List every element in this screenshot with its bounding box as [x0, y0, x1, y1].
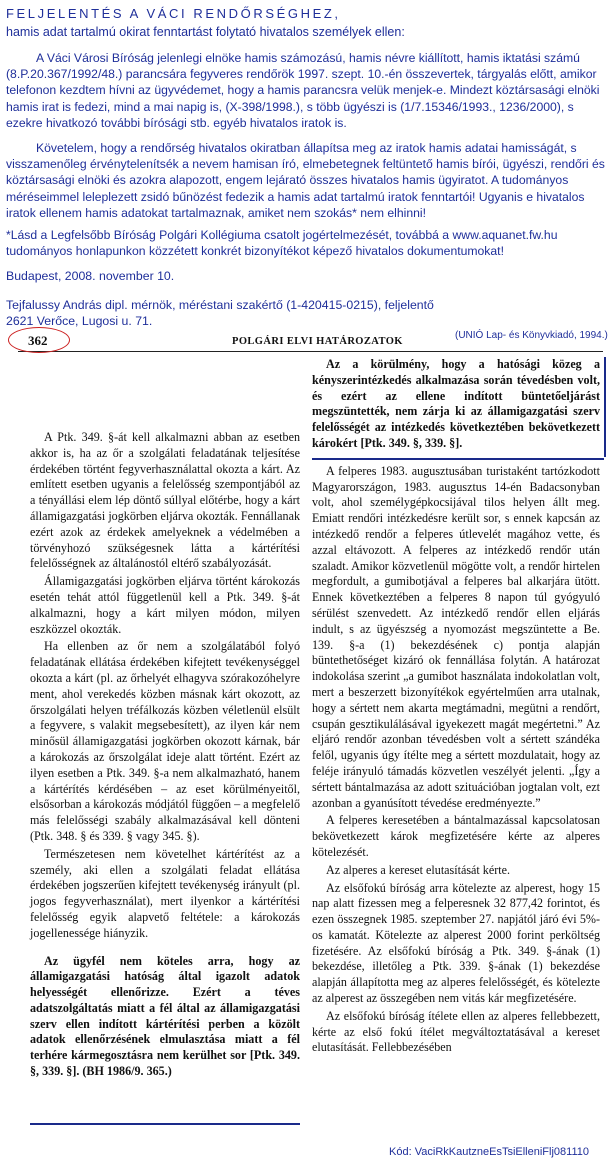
- left-paragraph-5: Az ügyfél nem köteles arra, hogy az államigazgatási hatóság által igazolt adatok helyességét ellenőrizze. Ezért a téves adatszolgáltatás miatt a fél által az államigazgatási szerv ellen indított kártérítési perben a közölt adatok ellenőrzésének elmulasztása miatt a fél terhére kármegosztásra nem kerülhet sor [Ptk. 349. §, 339. §]. (BH 1986/9. 365.): [30, 953, 300, 1079]
- right-column: [312, 357, 600, 1058]
- right-paragraph-2: A felperes 1983. augusztusában turistaként tartózkodott Magyarországon, 1983. augusztus 14-én Badacsonyban volt, ahol személygépkocsijával tilos helyen állt meg. Emiatt rendőri intézkedésre került sor, s ennek kapcsán az intézkedő rendőr a felperes útlevelét magához vette, és azzal eltávozott. A felperes az intézkedő rendőr után szaladt. Amikor közvetlenül mögötte volt, a rendőr hirtelen megfordult, a gumibotjával a felperes bal alkarjára ütött. Ennek következtében a felperes 8 napon túl gyógyuló sérülést szenvedett. Az intézkedő rendőr ellen eljárás indult, s az ügyészség a nyomozást megszüntette a Be. 139. §-a (1) bekezdésének c) pontja alapján büntethetőséget kizáró ok fennállása folytán. A határozat indokolása szerint „a gumibot használata indokolatlan volt, mert a beszerzett bizonyítékok egyértelműen arra utalnak, hogy a sértett nem akarta megtámadni, megütni a rendőrt, csupán gesztikulálásával igyekezett magát megértetni.” Az eljáró rendőr azonban tévedésben volt a sértett szándéka felől, ugyanis úgy ítélte meg a sértett mozdulatait, hogy az feléje irányuló támadás közvetlen veszélyét jelenti. „Így a sértett bántalmazása az adott szituációban jogtalan volt, ezt azonban a gyanúsított tévedése eredményezte.”: [312, 463, 600, 810]
- left-paragraph-2: Államigazgatási jogkörben eljárva történt károkozás esetén tehát attól függetlenül kell a Ptk. 349. §-át alkalmazni, hogy a kárt milyen módon, milyen eszközzel okozták.: [30, 574, 300, 636]
- page-number: 362: [28, 333, 48, 348]
- left-paragraph-4: Természetesen nem követelhet kártérítést az a személy, aki ellen a szolgálati feladat ellátása érdekében jogszerűen kifejtett tevékenység irányult (pl. jogos fegyverhasználat), mert ilyenkor a kártérítési felelősség egyik alapvető feltétele: a károkozás jogellenessége hiányzik.: [30, 846, 300, 940]
- underline-mark-left: [30, 1123, 300, 1125]
- complaint-date: Budapest, 2008. november 10.: [6, 269, 175, 283]
- right-paragraph-6: Az elsőfokú bíróság ítélete ellen az alperes fellebbezett, kérte az első fokú ítélet megváltoztatásával a kereset elutasítását. Fellebbezésében: [312, 1008, 600, 1055]
- complaint-paragraph-2: Követelem, hogy a rendőrség hivatalos okiratban állapítsa meg az iratok hamis adatai hamisságát, s visszamenőleg érvénytelenítsék a nevem hamisan író, elmebetegnek feltüntető hamis bírói, ügyészi, rendőri és köztársasági elnöki és azokra alapozott, engem lejárató összes hivatalos hamis ügyiratot. A tudományos méréseimmel leleplezett zsidó bűnözést fedezik a hamis adat tartalmú iratok fenntartói! Ugyanis e hivatalos iratok ellenem hamis adatokat tartalmaznak, amiket nem szokás* nem elhinni!: [6, 141, 605, 220]
- underline-mark-right: [312, 458, 604, 460]
- complaint-title: FELJELENTÉS A VÁCI RENDŐRSÉGHEZ,: [6, 6, 341, 21]
- left-paragraph-1: A Ptk. 349. §-át kell alkalmazni abban az esetben akkor is, ha az őr a szolgálati feladatának teljesítése érdekében történt fegyverhasználattal okozta a kárt. Az említett esetben ugyanis a felelősség szempontjából az a tényállási elem lép döntő súllyal előtérbe, hogy a kárt államigazgatási jogkörben eljárva okozták. Fennállanak ezért azok az érdekek amelyeknek a védelmében a törvényhozó szükségesnek látta a kártérítési felelősségnek az általánostól eltérő szabályozását.: [30, 430, 300, 571]
- complaint-header: [0, 0, 613, 335]
- left-column: [30, 430, 300, 1082]
- left-paragraph-3: Ha ellenben az őr nem a szolgálatából folyó feladatának ellátása érdekében kifejtett tevékenységgel okozta a kárt (pl. az őrhelyét elhagyva szórakozóhelyre ment, ahol verekedés közben másnak kárt okozott, az őrszolgálati helyen tréfálkozás közben véletlenül elsült a fegyvere, s valakit megsebesített), az ilyen kár nem minősül államigazgatási jogkörben okozott kárnak, bár a károkozás az őrszolgálat ideje alatt történt. Ezért az ilyen esetben a Ptk. 349. §-a nem alkalmazható, hanem a kártérítés kérdésében – az eset körülményeitől, elsősorban a károkozás módjától függően – a megfelelő más felelősségi szabály alkalmazásával kell dönteni (Ptk. 348. § és 339. § vagy 345. §).: [30, 639, 300, 843]
- margin-mark-right: [604, 357, 606, 457]
- document-code: Kód: VaciRkKautzneEsTsiElleniFlj081110: [389, 1146, 589, 1158]
- publisher-credit: (UNIÓ Lap- és Könyvkiadó, 1994.): [455, 330, 608, 341]
- complaint-paragraph-1: A Váci Városi Bíróság jelenlegi elnöke hamis számozású, hamis névre kiállított, hamis iktatási számú (8.P.20.367/1992/48.) parancsára fegyveres rendőrök 1997. szept. 10.-én összevertek, tárgyalás előtt, amikor telefonon kezdtem hívni az ügyvédemet, hogy a hamis parancsra velük menjek-e. Mindezt köztársasági elnöki hamis irat is fedezi, mind a mai napig is, (X-398/1998.), s több ügyészi is (1/7.15346/1993., 1236/2000), s ezekre hivatkozó további bírósági stb. egyéb hivatalos iratok is.: [6, 51, 600, 130]
- right-paragraph-3: A felperes keresetében a bántalmazással kapcsolatosan bekövetkezett károk megfizetésére kérte az alperes kötelezését.: [312, 813, 600, 859]
- complaint-subtitle: hamis adat tartalmú okirat fenntartást folytató hivatalos személyek ellen:: [6, 25, 405, 39]
- right-paragraph-1: Az a körülmény, hogy a hatósági közeg a kényszerintézkedés alkalmazása során tévedésben volt, és ezért az ellene indított büntetőeljárást megszüntették, nem zárja ki az államigazgatási szerv felelősségét az intézkedés következtében bekövetkezett károkért [Ptk. 349. §, 339. §].: [312, 357, 600, 450]
- complaint-signer: Tejfalussy András dipl. mérnök, méréstani szakértő (1-420415-0215), feljelentő: [6, 298, 434, 312]
- complaint-address: 2621 Verőce, Lugosi u. 71.: [6, 314, 153, 328]
- complaint-paragraph-3: *Lásd a Legfelsőbb Bíróság Polgári Kollégiuma csatolt jogértelmezését, továbbá a www.aquanet.fw.hu tudományos honlapunkon közzétett konkrét bizonyítékot képező hivatalos dokumentumokat!: [6, 228, 558, 259]
- running-head: POLGÁRI ELVI HATÁROZATOK: [232, 336, 403, 347]
- scanned-page: [0, 330, 613, 1164]
- header-rule: [18, 351, 603, 352]
- right-paragraph-4: Az alperes a kereset elutasítását kérte.: [326, 862, 510, 877]
- right-paragraph-5: Az elsőfokú bíróság arra kötelezte az alperest, hogy 15 nap alatt fizessen meg a felperesnek 32 877,42 forintot, és ezen összegnek 1985. szeptember 27. napjától járó évi 5%-os kamatát. Kötelezte az alperest 2000 forint perköltség fizetésére. Az elsőfokú bíróság a Ptk. 349. §-ának (1) bekezdése, illetőleg a Ptk. 339. §-ának (1) bekezdése alapján állapította meg az alperes felelősségét, és kötelezte az alperest az összegében nem vitás kár megfizetésére.: [312, 880, 600, 1006]
- page-number-circle: [8, 327, 70, 353]
